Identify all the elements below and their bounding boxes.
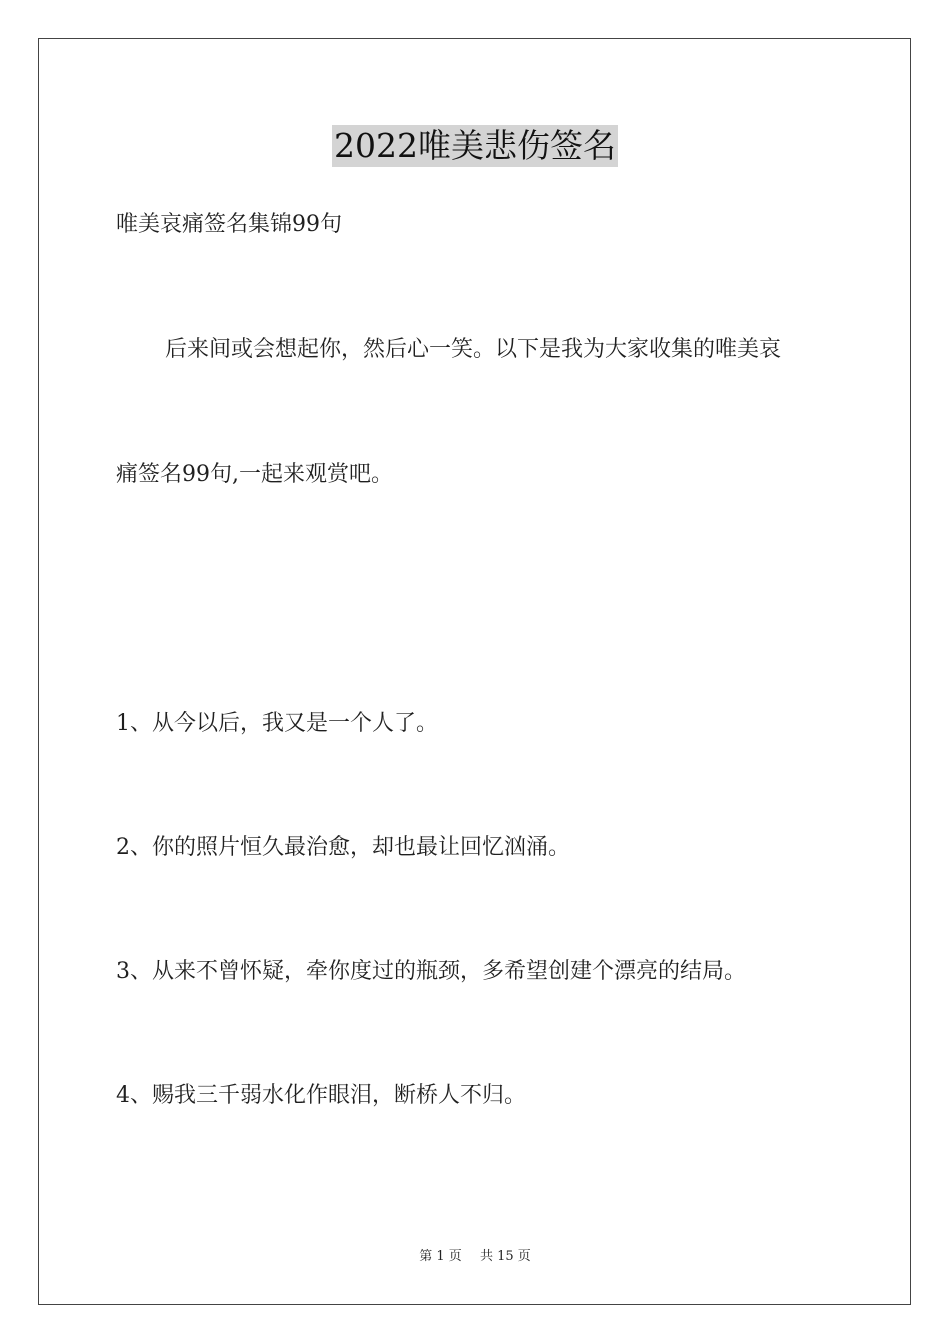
- intro-paragraph-line-1: 后来间或会想起你，然后心一笑。以下是我为大家收集的唯美哀: [165, 337, 782, 362]
- page-total: 共 15 页: [479, 1249, 531, 1264]
- document-title: 2022唯美悲伤签名: [334, 126, 616, 165]
- title-container: [0, 125, 950, 167]
- document-subtitle: 唯美哀痛签名集锦99句: [116, 212, 342, 237]
- list-item: 3、从来不曾怀疑，牵你度过的瓶颈，多希望创建个漂亮的结局。: [116, 959, 746, 984]
- page-footer: [0, 1248, 950, 1266]
- page-number: 第 1 页: [419, 1249, 462, 1264]
- list-item: 4、赐我三千弱水化作眼泪，断桥人不归。: [116, 1083, 526, 1108]
- list-item: 2、你的照片恒久最治愈，却也最让回忆汹涌。: [116, 835, 570, 860]
- list-item: 1、从今以后，我又是一个人了。: [116, 711, 438, 736]
- intro-paragraph-line-2: 痛签名99句,一起来观赏吧。: [116, 462, 393, 487]
